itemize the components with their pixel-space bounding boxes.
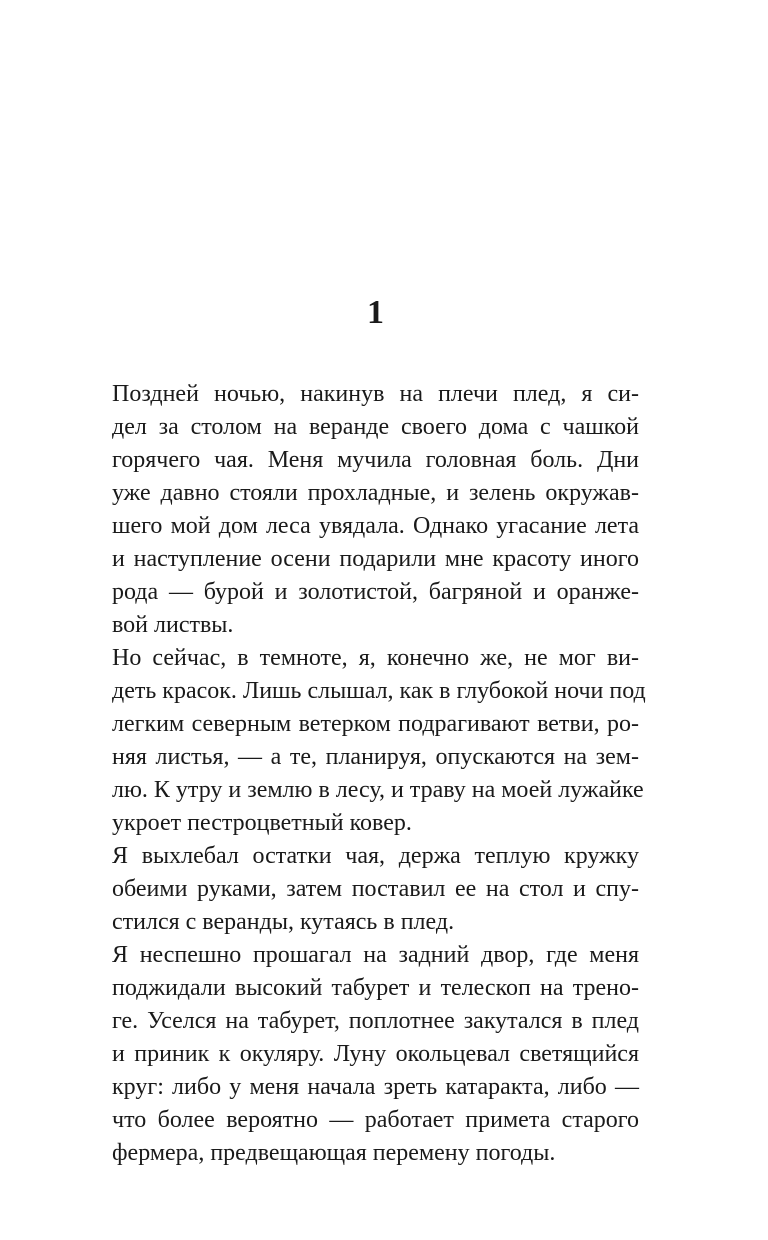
text-line: рода — бурой и золотистой, багряной и оранже- — [112, 579, 639, 605]
text-line: Я выхлебал остатки чая, держа теплую кружку — [112, 843, 639, 869]
paragraph — [112, 642, 646, 840]
text-line: няя листья, — а те, планируя, опускаются на зем- — [112, 744, 639, 770]
text-line: шего мой дом леса увядала. Однако угасание лета — [112, 513, 639, 539]
text-line: круг: либо у меня начала зреть катаракта, либо — — [112, 1074, 639, 1100]
text-line: горячего чая. Меня мучила головная боль. Дни — [112, 447, 639, 473]
paragraph — [112, 378, 639, 642]
text-line: дел за столом на веранде своего дома с чашкой — [112, 414, 639, 440]
text-line: обеими руками, затем поставил ее на стол и спу- — [112, 876, 639, 902]
text-line: стился с веранды, кутаясь в плед. — [112, 909, 455, 935]
text-line: поджидали высокий табурет и телескоп на трено- — [112, 975, 639, 1001]
text-line: что более вероятно — работает примета старого — [112, 1107, 639, 1133]
text-line: укроет пестроцветный ковер. — [112, 810, 412, 836]
text-line: вой листвы. — [112, 612, 234, 638]
paragraph — [112, 939, 639, 1170]
chapter-number: 1 — [367, 294, 384, 331]
text-line: деть красок. Лишь слышал, как в глубокой ночи под — [112, 678, 646, 704]
text-line: и приник к окуляру. Луну окольцевал светящийся — [112, 1041, 639, 1067]
chapter-text — [112, 378, 646, 1170]
text-line: Но сейчас, в темноте, я, конечно же, не мог ви- — [112, 645, 639, 671]
text-line: лю. К утру и землю в лесу, и траву на моей лужайке — [112, 777, 644, 803]
text-line: ге. Уселся на табурет, поплотнее закутался в плед — [112, 1008, 639, 1034]
text-line: Я неспешно прошагал на задний двор, где меня — [112, 942, 639, 968]
text-line: фермера, предвещающая перемену погоды. — [112, 1140, 556, 1166]
text-line: Поздней ночью, накинув на плечи плед, я си- — [112, 381, 639, 407]
text-line: легким северным ветерком подрагивают ветви, ро- — [112, 711, 639, 737]
text-line: уже давно стояли прохладные, и зелень окружав- — [112, 480, 639, 506]
text-line: и наступление осени подарили мне красоту иного — [112, 546, 639, 572]
paragraph — [112, 840, 639, 939]
